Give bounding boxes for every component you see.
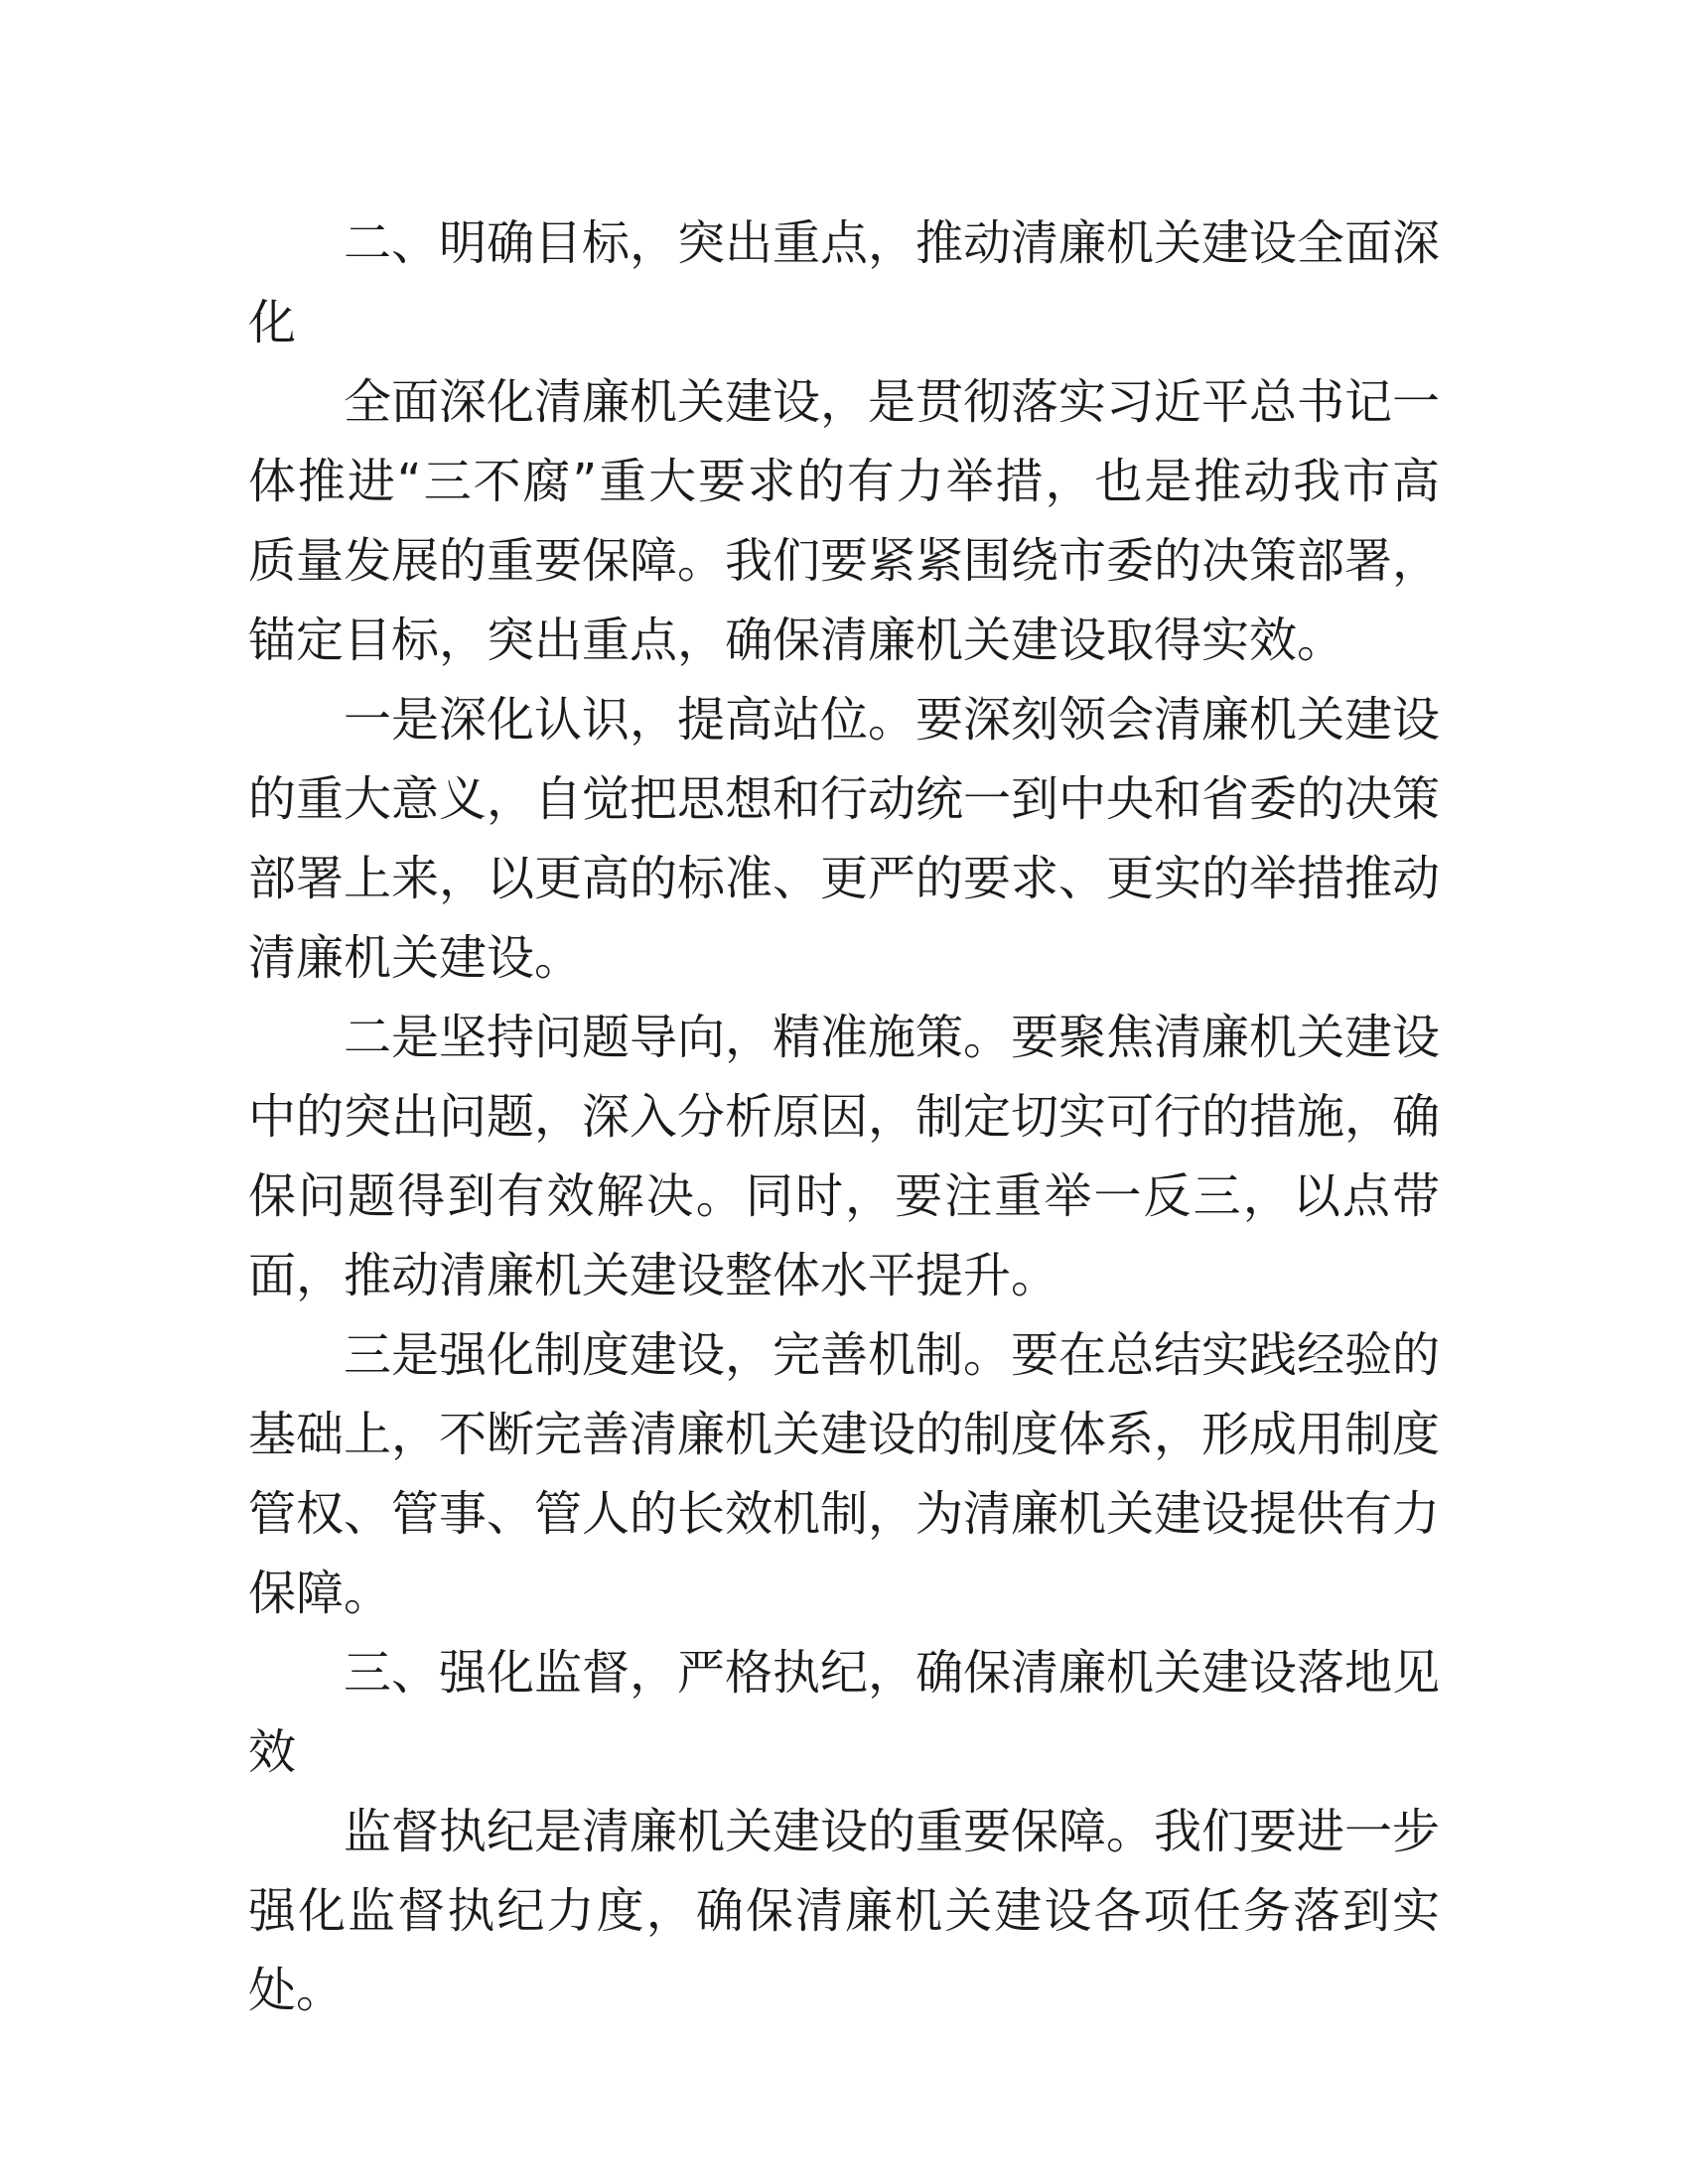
section-heading-3: 三、强化监督，严格执纪，确保清廉机关建设落地见效 (248, 1645, 1441, 1780)
paragraph-point-1: 一是深化认识，提高站位。要深刻领会清廉机关建设的重大意义，自觉把思想和行动统一到中央和省委的决策部署上来，以更高的标准、更严的要求、更实的举措推动清廉机关建设。 (248, 692, 1441, 986)
paragraph-intro: 全面深化清廉机关建设，是贯彻落实习近平总书记一体推进“三不腐”重大要求的有力举措，也是推动我市高质量发展的重要保障。我们要紧紧围绕市委的决策部署，锚定目标，突出重点，确保清廉机关建设取得实效。 (248, 374, 1441, 668)
paragraph-supervision: 监督执纪是清廉机关建设的重要保障。我们要进一步强化监督执纪力度，确保清廉机关建设各项任务落到实处。 (248, 1804, 1441, 2018)
section-heading-2: 二、明确目标，突出重点，推动清廉机关建设全面深化 (248, 215, 1441, 350)
document-body (248, 204, 1440, 2030)
paragraph-point-3: 三是强化制度建设，完善机制。要在总结实践经验的基础上，不断完善清廉机关建设的制度体系，形成用制度管权、管事、管人的长效机制，为清廉机关建设提供有力保障。 (248, 1327, 1441, 1621)
paragraph-point-2: 二是坚持问题导向，精准施策。要聚焦清廉机关建设中的突出问题，深入分析原因，制定切实可行的措施，确保问题得到有效解决。同时，要注重举一反三，以点带面，推动清廉机关建设整体水平提升。 (248, 1010, 1441, 1303)
